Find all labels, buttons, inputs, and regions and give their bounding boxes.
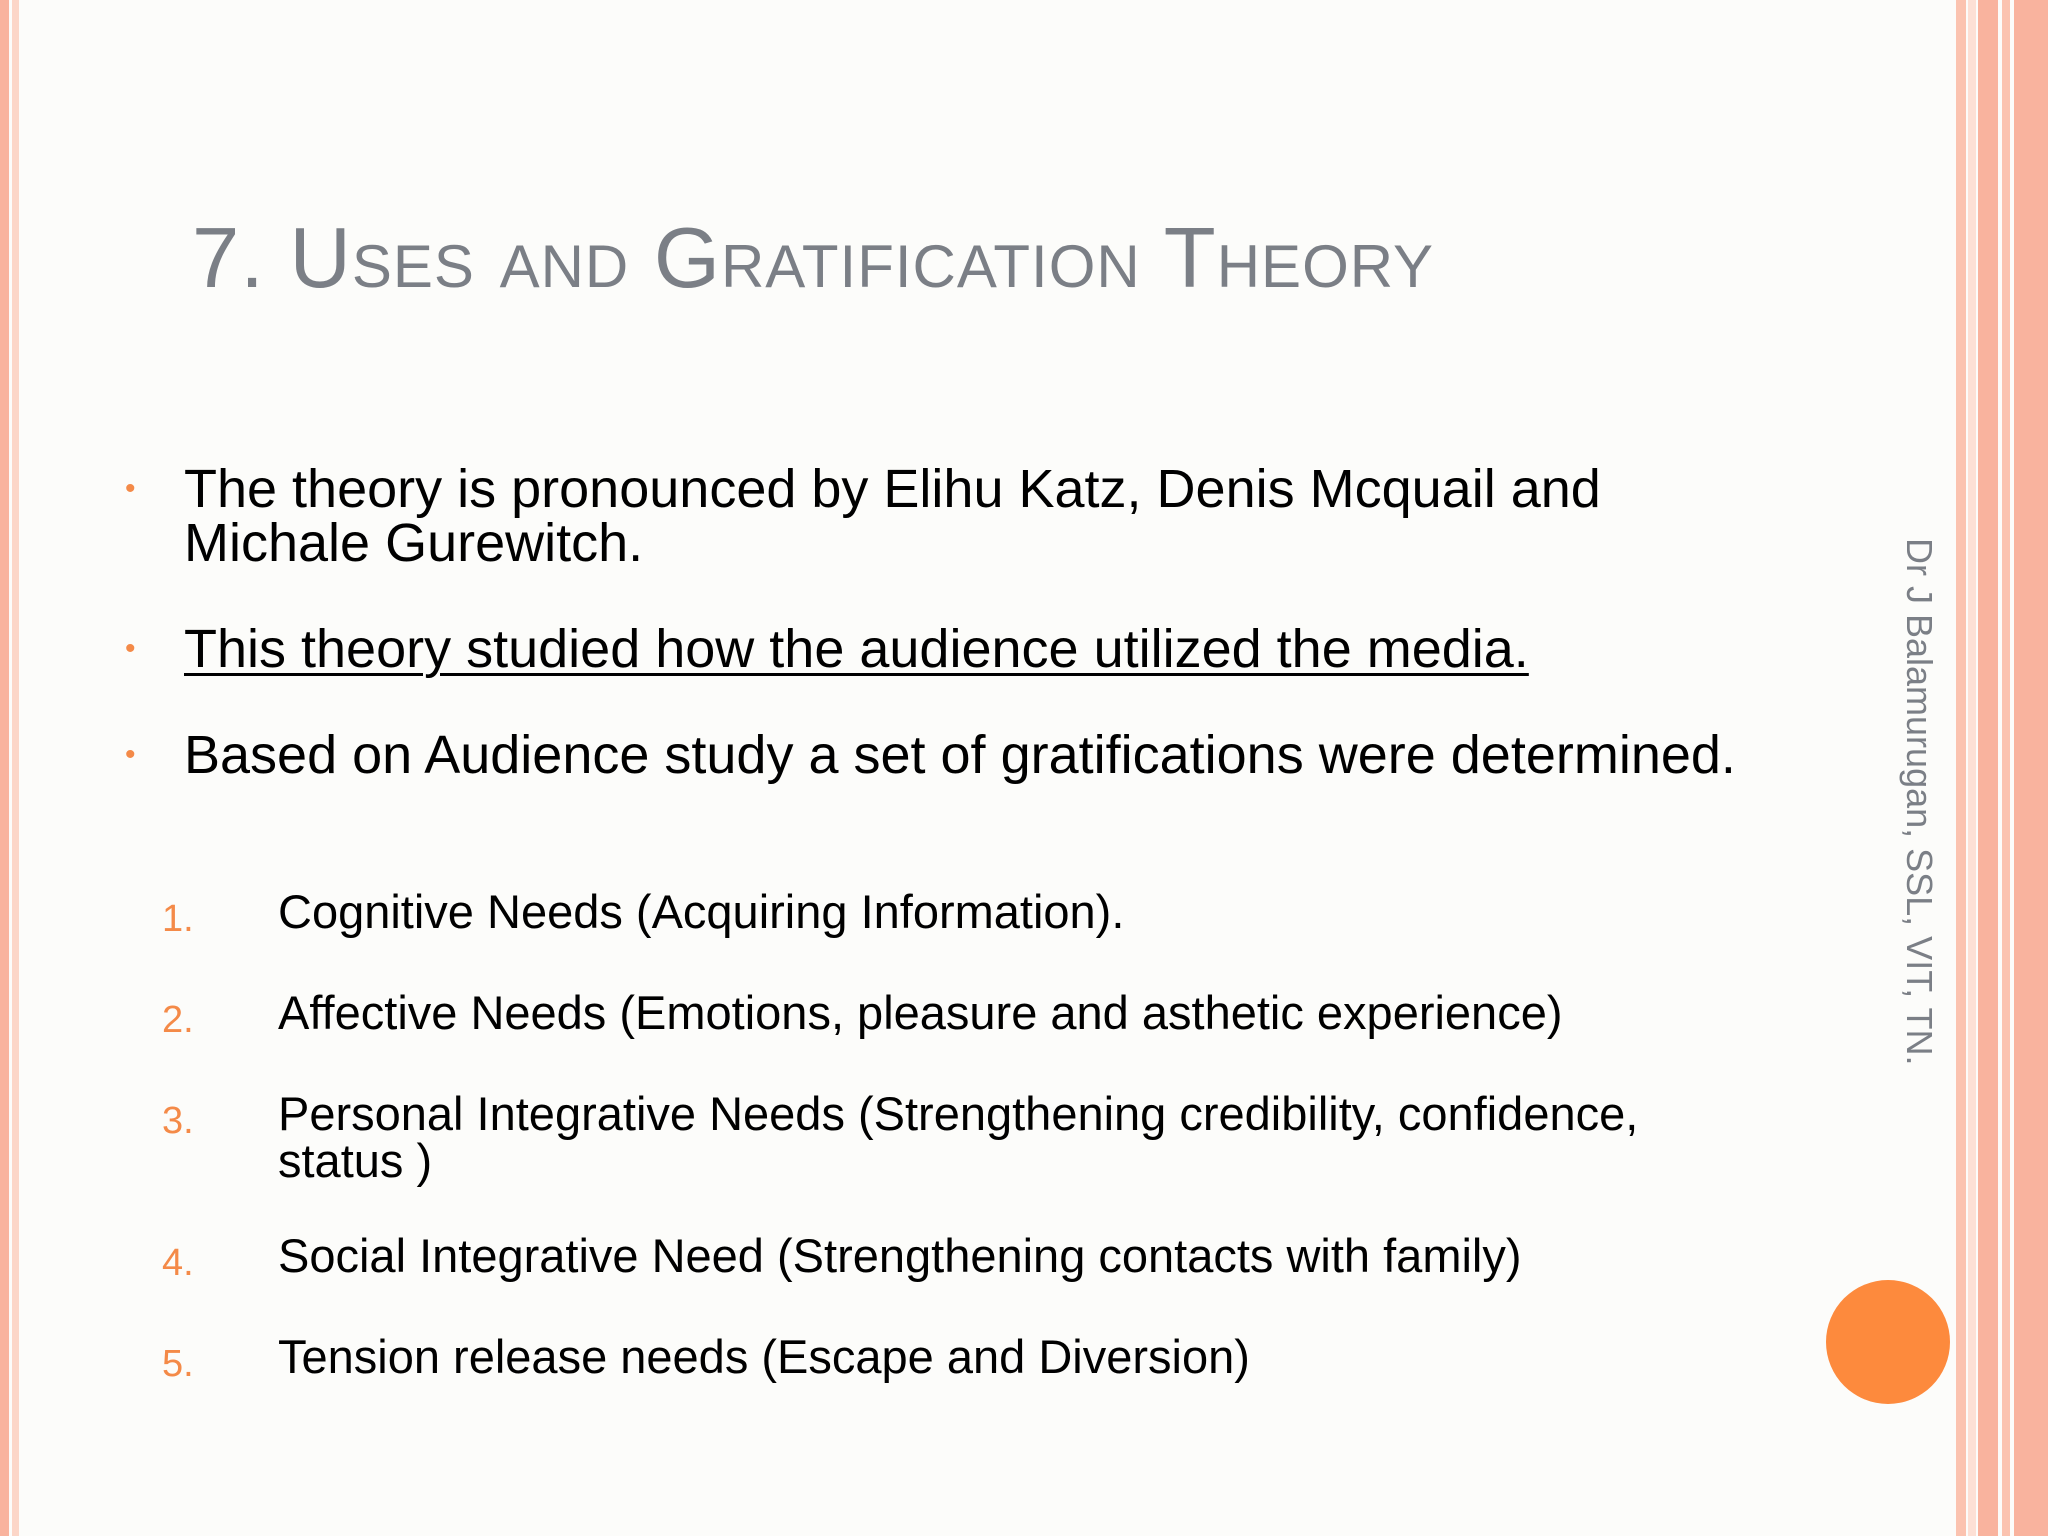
item-text: Affective Needs (Emotions, pleasure and asthetic experience) xyxy=(278,986,1563,1039)
left-border-stripe xyxy=(0,0,9,1536)
slide-title: 7. Uses and Gratification Theory xyxy=(192,211,1435,306)
side-credit: Dr J Balamurugan, SSL, VIT, TN. xyxy=(1899,538,1940,1066)
decorative-circle xyxy=(1826,1280,1950,1404)
bullet-icon: • xyxy=(125,632,136,665)
item-number: 3. xyxy=(162,1100,194,1142)
item-number: 2. xyxy=(162,999,194,1041)
item-number: 5. xyxy=(162,1343,194,1385)
numbered-list xyxy=(160,885,1720,1434)
bullet-item xyxy=(120,619,1740,679)
item-number: 1. xyxy=(162,898,194,940)
item-text: Personal Integrative Needs (Strengthening credibility, confidence, status ) xyxy=(278,1087,1639,1187)
numbered-item xyxy=(160,1087,1720,1187)
bullet-text-underlined: This theory studied how the audience utilized the media. xyxy=(184,619,1529,679)
item-number: 4. xyxy=(162,1242,194,1284)
bullet-list xyxy=(120,459,1740,834)
numbered-item xyxy=(160,1229,1720,1284)
left-border-stripe-inner xyxy=(12,0,19,1536)
bullet-icon: • xyxy=(125,472,136,505)
numbered-item xyxy=(160,1330,1720,1385)
right-border-stripe xyxy=(1978,0,1998,1536)
right-border-stripe xyxy=(2002,0,2010,1536)
bullet-icon: • xyxy=(125,738,136,771)
bullet-text: The theory is pronounced by Elihu Katz, Denis Mcquail and Michale Gurewitch. xyxy=(184,459,1601,573)
right-border-stripe xyxy=(2014,0,2048,1536)
bullet-item xyxy=(120,459,1740,573)
item-text: Tension release needs (Escape and Diversion) xyxy=(278,1330,1250,1383)
bullet-text: Based on Audience study a set of gratifications were determined. xyxy=(184,725,1736,785)
item-text: Social Integrative Need (Strengthening contacts with family) xyxy=(278,1229,1522,1282)
numbered-item xyxy=(160,986,1720,1041)
right-border-stripe xyxy=(1956,0,1966,1536)
bullet-item xyxy=(120,725,1740,785)
right-border-stripe xyxy=(1968,0,1976,1536)
item-text: Cognitive Needs (Acquiring Information). xyxy=(278,885,1125,938)
numbered-item xyxy=(160,885,1720,940)
